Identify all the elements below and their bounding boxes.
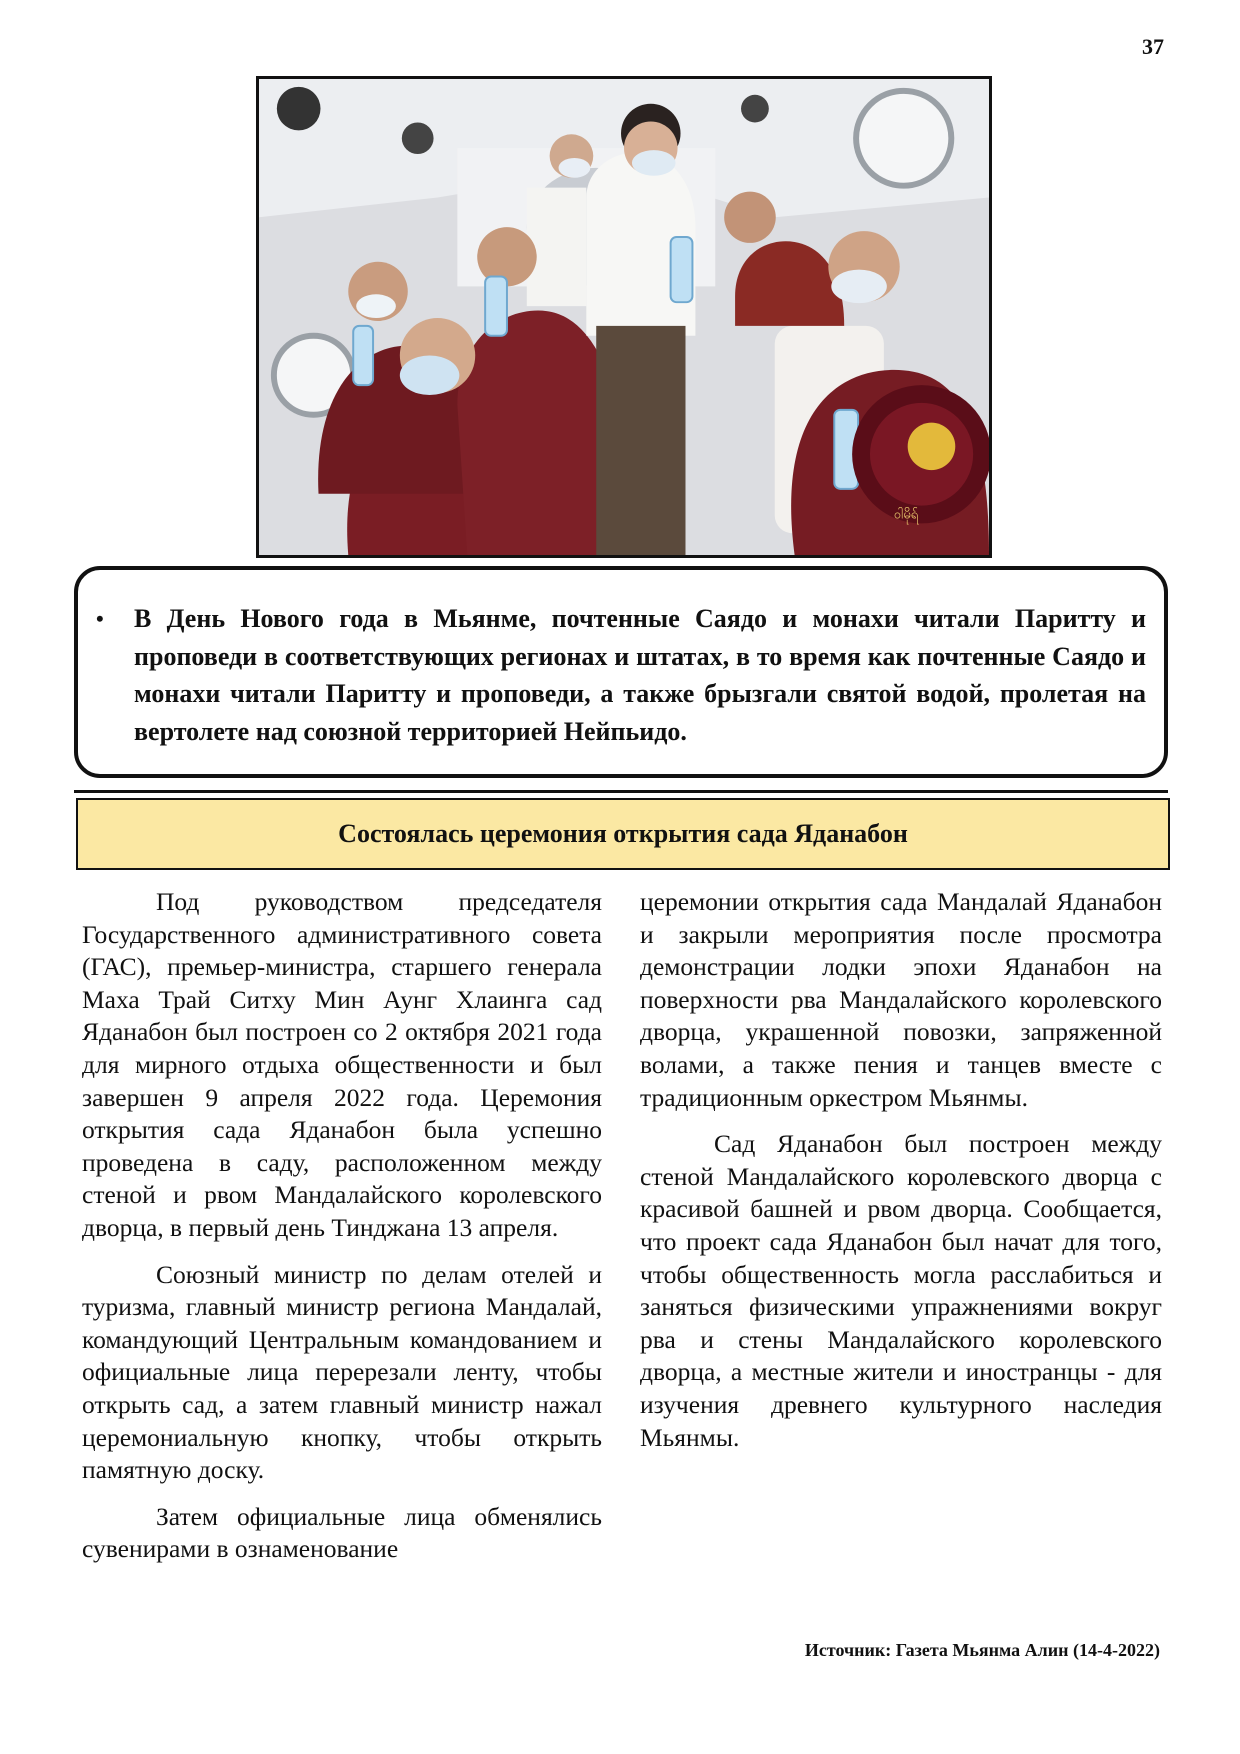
- section-divider: [74, 790, 1168, 793]
- article-paragraph: Затем официальные лица обменялись сувенирами в ознаменование: [82, 1501, 602, 1564]
- article-paragraph: Союзный министр по делам отелей и туризма, главный министр региона Мандалай, командующий Центральным командованием и официальные лица перерезали ленту, чтобы открыть сад, а затем главный министр нажал церемониальную кнопку, чтобы открыть памятную доску.: [82, 1259, 602, 1485]
- news-photo: [256, 76, 992, 558]
- photo-caption-text: В День Нового года в Мьянме, почтенные Саядо и монахи читали Паритту и проповеди в соответствующих регионах и штатах, в то время как почтенные Саядо и монахи читали Паритту и проповеди, а также брызгали святой водой, пролетая на вертолете над союзной территорией Нейпьидо.: [134, 604, 1146, 746]
- article-paragraph: Сад Яданабон был построен между стеной Мандалайского королевского дворца с красивой башней и рвом дворца. Сообщается, что проект сада Яданабон был начат для того, чтобы общественность могла расслабиться и заняться физическими упражнениями вокруг рва и стены Мандалайского королевского дворца, а местные жители и иностранцы - для изучения древнего культурного наследия Мьянмы.: [640, 1129, 1162, 1452]
- page-number: 37: [1142, 34, 1164, 59]
- article-column-left: [82, 886, 602, 1580]
- article-source: Источник: Газета Мьянма Алин (14-4-2022): [804, 1640, 1160, 1660]
- article-column-right: [640, 886, 1162, 1468]
- svg-text:ဝါမိုရ်: ဝါမိုရ်: [893, 507, 919, 523]
- photo-caption-box: [74, 566, 1168, 778]
- article-paragraph: церемонии открытия сада Мандалай Яданабон и закрыли мероприятия после просмотра демонстрации лодки эпохи Яданабон на поверхности рва Мандалайского королевского дворца, украшенной повозки, запряженной волами, а также пения и танцев вместе с традиционным оркестром Мьянмы.: [640, 887, 1162, 1112]
- article-paragraph: Под руководством председателя Государственного административного совета (ГАС), премьер-министра, старшего генерала Маха Трай Ситху Мин Аунг Хлаинга сад Яданабон был построен со 2 октября 2021 года для мирного отдыха общественности и был завершен 9 апреля 2022 года. Церемония открытия сада Яданабон была успешно проведена в саду, расположенном между стеной и рвом Мандалайского королевского дворца, в первый день Тинджана 13 апреля.: [82, 887, 602, 1242]
- article-headline: Состоялась церемония открытия сада Яданабон: [338, 819, 908, 848]
- headline-banner: [76, 798, 1170, 870]
- bullet-icon: •: [96, 606, 104, 631]
- helicopter-cabin-illustration: [259, 79, 989, 555]
